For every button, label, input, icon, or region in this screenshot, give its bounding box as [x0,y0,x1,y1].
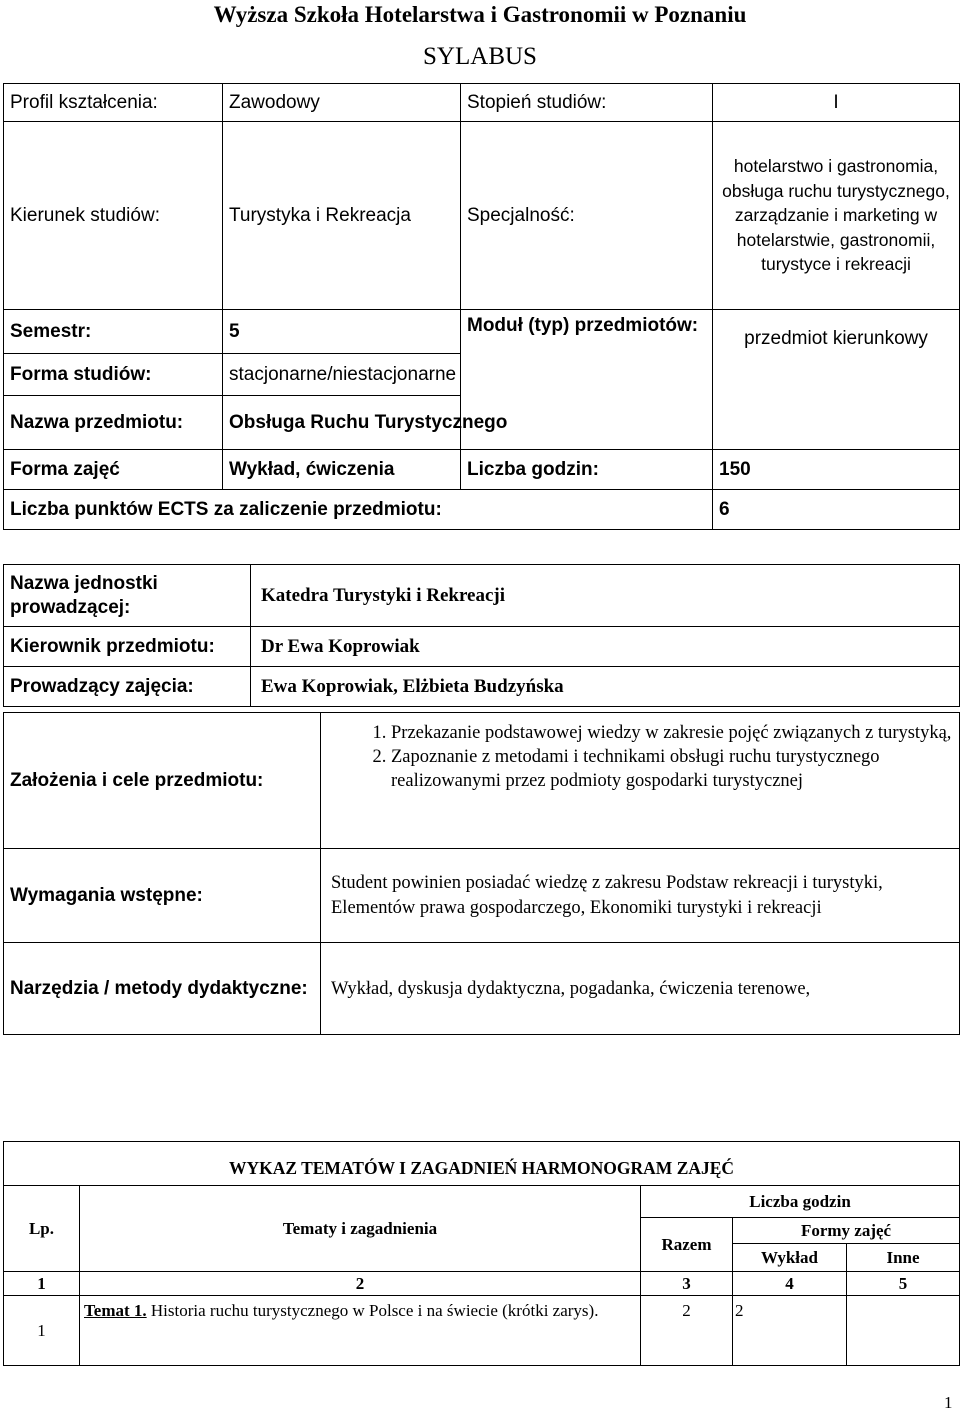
cele-item: 1. Przekazanie podstawowej wiedzy w zakresie pojęć związanych z turystyką, [391,721,955,745]
semestr-value: 5 [223,310,461,354]
narzedzia-value: Wykład, dyskusja dydaktyczna, pogadanka, ćwiczenia terenowe, [321,943,960,1035]
wymagania-value: Student powinien posiadać wiedzę z zakresu Podstaw rekreacji i turystyki, Elementów prawa gospodarczego, Ekonomiki turystyki i rekreacji [321,849,960,943]
jednostka-label: Nazwa jednostki prowadzącej: [4,565,251,627]
school-name: Wyższa Szkoła Hotelarstwa i Gastronomii w Poznaniu [213,2,747,27]
narzedzia-label: Narzędzia / metody dydaktyczne: [4,943,321,1035]
number-cell: 3 [641,1272,733,1296]
course-info-table [3,83,960,530]
col-razem: Razem [641,1218,733,1272]
number-cell: 1 [4,1272,80,1296]
col-formy: Formy zajęć [733,1218,960,1244]
jednostka-value: Katedra Turystyki i Rekreacji [251,565,960,627]
forma-studiow-label: Forma studiów: [4,354,223,396]
nazwa-przedmiotu-value: Obsługa Ruchu Turystycznego [223,396,461,450]
specjalnosc-label: Specjalność: [461,122,713,310]
prowadzacy-value: Ewa Koprowiak, Elżbieta Budzyńska [251,667,960,707]
specjalnosc-value: hotelarstwo i gastronomia, obsługa ruchu turystycznego, zarządzanie i marketing w hotelarstwie, gastronomii, turystyce i rekreacji [713,122,960,310]
kierownik-label: Kierownik przedmiotu: [4,627,251,667]
col-inne: Inne [847,1244,960,1272]
col-tematy: Tematy i zagadnienia [80,1186,641,1272]
row-temat-text: Historia ruchu turystycznego w Polsce i na świecie (krótki zarys). [146,1301,599,1320]
document-title: SYLABUS [423,43,537,70]
col-liczba-godzin: Liczba godzin [641,1186,960,1218]
ects-label: Liczba punktów ECTS za zaliczenie przedmiotu: [4,490,713,530]
forma-zajec-label: Forma zajęć [4,450,223,490]
kierunek-label: Kierunek studiów: [4,122,223,310]
staff-table [3,564,960,707]
stopien-label: Stopień studiów: [461,84,713,122]
row-temat [80,1296,641,1366]
cele-value [321,713,960,849]
prowadzacy-label: Prowadzący zajęcia: [4,667,251,707]
col-wyklad: Wykład [733,1244,847,1272]
cele-item: 2. Zapoznanie z metodami i technikami obsługi ruchu turystycznego realizowanymi przez podmioty gospodarki turystycznej [391,745,955,793]
liczba-godzin-value: 150 [713,450,960,490]
ects-value: 6 [713,490,960,530]
page-number: 1 [944,1393,953,1412]
row-temat-prefix: Temat 1. [84,1301,147,1320]
forma-studiow-value: stacjonarne/niestacjonarne [223,354,461,396]
number-cell: 4 [733,1272,847,1296]
liczba-godzin-label: Liczba godzin: [461,450,713,490]
stopien-value: I [713,84,960,122]
profil-label: Profil kształcenia: [4,84,223,122]
cele-list [321,721,955,793]
forma-zajec-value: Wykład, ćwiczenia [223,450,461,490]
kierownik-value: Dr Ewa Koprowiak [251,627,960,667]
nazwa-przedmiotu-label: Nazwa przedmiotu: [4,396,223,450]
kierunek-value: Turystyka i Rekreacja [223,122,461,310]
row-razem: 2 [641,1296,733,1366]
number-cell: 2 [80,1272,641,1296]
row-wyklad: 2 [733,1296,847,1366]
number-cell: 5 [847,1272,960,1296]
row-inne [847,1296,960,1366]
semestr-label: Semestr: [4,310,223,354]
goals-table [3,712,960,1035]
modul-label: Moduł (typ) przedmiotów: [461,310,713,450]
cele-label: Założenia i cele przedmiotu: [4,713,321,849]
wymagania-label: Wymagania wstępne: [4,849,321,943]
schedule-table [3,1141,960,1366]
profil-value: Zawodowy [223,84,461,122]
modul-value: przedmiot kierunkowy [713,310,960,450]
col-lp: Lp. [4,1186,80,1272]
row-lp: 1 [4,1296,80,1366]
table-row [4,1296,960,1366]
schedule-title: WYKAZ TEMATÓW I ZAGADNIEŃ HARMONOGRAM ZAJĘĆ [4,1142,960,1186]
